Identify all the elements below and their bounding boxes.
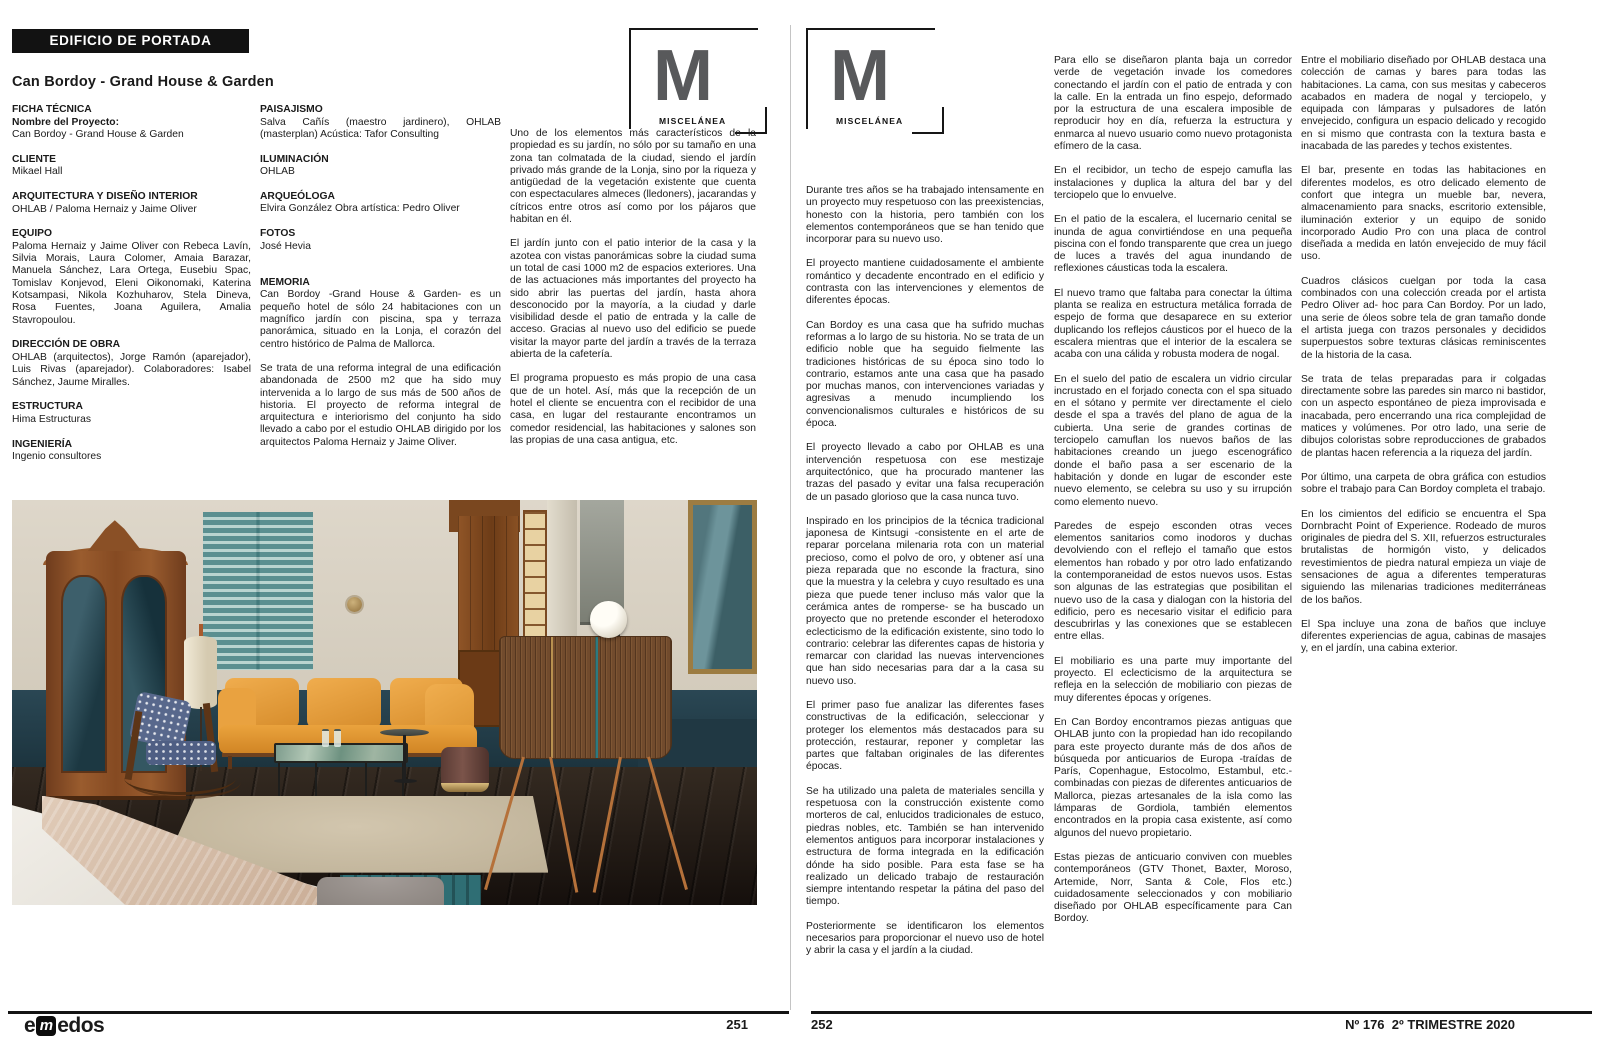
section-kicker: EDIFICIO DE PORTADA [12,29,249,53]
credit-block [260,191,501,216]
photo-table-leg [278,763,280,795]
article-title: Can Bordoy - Grand House & Garden [12,74,274,90]
credit-body: Elvira González Obra artística: Pedro Oliver [260,203,460,215]
paragraph: Durante tres años se ha trabajado intensamente en un proyecto muy respetuoso con las preexistencias, honesto con la historia, pero también con los elementos contemporáneos que se han tenido que incorporar para su nuevo uso. [806,185,1044,246]
photo-sofa-cushion [307,678,381,729]
memoria-section [260,277,501,449]
credit-heading: ESTRUCTURA [12,401,83,413]
photo-coffee-table-top [274,743,408,763]
paragraph: El primer paso fue analizar las diferentes fases constructivas de la edificación, seleccionar y proteger los elementos más destacados para su protección, restaurar, reponer y completar las partes que faltaban originales de las diferentes épocas. [806,699,1044,773]
photo-side-table-stem [403,735,406,782]
photo-table-leg [365,763,367,795]
credit-subheading: Nombre del Proyecto: [12,116,119,128]
paragraph: Estas piezas de anticuario conviven con muebles contemporáneos (GTV Thonet, Baxter, Moroso, Artemide, Norr, Santa & Cole, Flos etc.) cuidadosamente seleccionados y con mobiliario diseñado por OHLAB específicamente para Can Bordoy. [1054,851,1292,925]
photo-cabinet-legs [502,757,669,895]
miscelanea-logo [629,28,758,129]
photo-bar-cabinet [499,636,672,760]
photo-cabinet-leg [549,757,578,893]
paragraph: El proyecto mantiene cuidadosamente el ambiente romántico y decadente encontrado en el edificio y contrasta con las intervenciones y elementos de diferentes épocas. [806,258,1044,307]
credit-heading: INGENIERÍA [12,438,73,450]
footer-rule-left [8,1011,789,1014]
credit-body: Mikael Hall [12,166,63,178]
credit-block [12,339,251,388]
emedos-logo [24,1014,104,1038]
credit-block [12,439,251,464]
paragraph: Se ha utilizado una paleta de materiales sencilla y respetuosa con la construcción existente como morteros de cal, enlucidos tradicionales de estuco, piedras nobles, etc. También se han intervenido elementos antiguos para incorporar instalaciones y estructura de forma integrada en la edificación dónde ha sido posible. Para esta fase se ha realizado un delicado trabajo de restauración siempre intentando respetar la pátina del paso del tiempo. [806,785,1044,908]
paragraph: En el suelo del patio de escalera un vidrio circular incrustado en el forjado conecta con el spa situado en el sótano y permite ver directamente el cielo desde el spa a través del plano de agua de la cubierta. Una serie de grandes cortinas de terciopelo camuflan los nuevos baños de las habitaciones creando un juego escenográfico donde el baño pasa a ser escenario de la habitación y donde en lugar de esconder este nuevo elemento, se celebra su uso y su irrupción como elemento nuevo. [1054,373,1292,508]
paragraph: El nuevo tramo que faltaba para conectar la última planta se realiza en estructura metálica forrada de espejo de forma que desaparece en su exterior duplicando los reflejos cáusticos por el hueco de la escalera mientras que el interior de la escalera se acaba con una cálida y robusta modera de nogal. [1054,287,1292,361]
photo-coffee-table-legs [276,763,407,795]
right-body-column-2 [1054,55,1292,938]
credit-body: OHLAB / Paloma Hernaiz y Jaime Oliver [12,203,197,215]
photo-armoire-mirror-left [61,575,107,773]
paragraph: El mobiliario es una parte muy importante del proyecto. El eclecticismo de la arquitectura se refleja en la selección de mobiliario con piezas de muy diferentes épocas y orígenes. [1054,655,1292,704]
credit-block [260,104,501,141]
photo-bottle [322,729,329,746]
photo-rocking-chair-seat [146,741,216,765]
credit-block [12,401,251,426]
credits-column-1 [12,104,251,476]
credit-body: Ingenio consultores [12,451,102,463]
miscelanea-m-mark: M [653,36,711,116]
paragraph: Cuadros clásicos cuelgan por toda la casa combinados con una colección creada por el artista Pedro Oliver ad- hoc para Can Bordoy. Por un lado, una serie de óleos sobre tela de gran tamaño donde el artista juega con trazos personales y decididos superpuestos sobre texturas clásicas reminiscentes de la historia de la casa. [1301,275,1546,361]
page-gutter-line [790,25,791,1010]
credit-block [12,154,251,179]
credits-list [260,104,501,253]
credit-block [260,228,501,253]
miscelanea-m-mark: M [830,36,888,116]
credit-heading: ARQUITECTURA Y DISEÑO INTERIOR [12,191,198,203]
paragraph: El programa propuesto es más propio de una casa que de un hotel. Así, más que la recepción de un hotel el cliente se encuentra con el recibidor de una casa, en lugar del restaurante encontramos un comedor residencial, las habitaciones y salones son las propias de una casa antigua, etc. [510,373,756,446]
paragraph: En el patio de la escalera, el lucernario cenital se inunda de agua convirtiéndose en una pequeña piscina con el fondo transparente que crea un juego de luces a través del agua inundando de reflexiones cáusticas toda la escalera. [1054,214,1292,275]
emedos-m-badge-icon: m [36,1016,56,1036]
paragraph: El proyecto llevado a cabo por OHLAB es una intervención respetuosa con ese mestizaje arquitectónico, que ha procurado mantener las trazas del pasado y evitar una falsa recuperación de un pasado glorioso que la casa nunca tuvo. [806,442,1044,503]
photo-floor-lamp-finial [199,624,203,637]
credit-body: OHLAB [260,166,295,178]
paragraph: En los cimientos del edificio se encuentra el Spa Dornbracht Point of Experience. Rodeado de muros originales de piedra del S. XII, refuerzos estructurales brutalistas de hormigón visto, y delicados revestimientos de piedra natural empieza un viaje de sensaciones de agua a diferentes temperaturas siguiendo las milenarias tradiciones mediterráneas de los baños. [1301,508,1546,606]
paragraph: Para ello se diseñaron planta baja un corredor verde de vegetación invade los comedores conectando el jardín con el patio de entrada y con la calle. En la entrada un fino espejo, deformado por la estructura de una escalera imposible de reproducir hoy en día, refuerza la estructura y enmarca al nuevo usuario como nuevo protagonista efímero de la casa. [1054,55,1292,153]
paragraph: Posteriormente se identificaron los elementos necesarios para proporcionar el nuevo uso de hotel y abrir la casa y el jardín a la ciudad. [806,920,1044,957]
photo-wall-mirror [688,500,757,674]
credit-body: José Hevia [260,240,311,252]
photo-sphere-lamp [590,601,627,637]
paragraph: Se trata de telas preparadas para ir colgadas directamente sobre las paredes sin marco ni bastidor, con un aspecto espontáneo de pieza improvisada e inacabada, pero encerrando una rica complejidad de matices y volúmenes. Por otro lado, una serie de dibujos coloristas sobre reproducciones de grabados de plantas hacen referencia a la riqueza del jardín. [1301,373,1546,459]
paragraph: El bar, presente en todas las habitaciones en diferentes modelos, es otro delicado elemento de confort que integra un mueble bar, nevera, almacenamiento para snacks, escritorio extensible, iluminación exterior y un equipo de sonido incorporado Audio Pro con una placa de control diseñada a medida en latón envejecido de muy fácil uso. [1301,165,1546,263]
credit-body: Salva Cañís (maestro jardinero), OHLAB (masterplan) Acústica: Tafor Consulting [260,116,501,140]
paragraph: Uno de los elementos más característicos de la propiedad es su jardín, no sólo por su tamaño en una zona tan colmatada de la ciudad, siendo el jardín privado más grande de la Lonja, sino por la riqueza y antigüedad de la vegetación existente que cuenta con espectaculares almeces (lledoners), jacarandas y cítricos entre otros así como por los pájaros que habitan en él. [510,128,756,226]
photo-cabinet-gold-stripe [551,637,553,759]
logo-corner-bracket [912,107,944,134]
page-number-left: 251 [726,1017,748,1032]
paragraph: Por último, una carpeta de obra gráfica con estudios sobre el trabajo para Can Bordoy completa el trabajo. [1301,471,1546,496]
credit-body: OHLAB (arquitectos), Jorge Ramón (aparejador), Luis Rivas (aparejador). Colaboradores: Isabel Sánchez, Jaume Miralles. [12,351,251,388]
paragraph: Entre el mobiliario diseñado por OHLAB destaca una colección de camas y bares para todas las habitaciones. La cama, con sus mesitas y cabeceros acabados en madera de nogal y terciopelo, y equipada con lámparas y pulsadores de latón envejecido, configura un espacio delicado y recogido en si mismo que contrasta con la textura basta e inacabada de las paredes y techos existentes. [1301,55,1546,153]
paragraph: En el recibidor, un techo de espejo camufla las instalaciones y duplica la altura del bar y del terciopelo que lo envuelve. [1054,165,1292,201]
credit-body: Paloma Hernaiz y Jaime Oliver con Rebeca Lavín, Silvia Morais, Laura Colomer, Amaia Barazar, Manuela Sánchez, Lara Ortega, Eusebiu Spac, Tomislav Konjevod, Eleni Oikonomaki, Katerina Kotsampasi, Nikola Kozhuharov, Stela Dineva, Rosa Fuentes, Joana Aguilera, Amalia Stavropoulou. [12,240,251,326]
miscelanea-logo [806,28,935,129]
footer-rule-right [811,1011,1592,1014]
photo-cabinet-teal-stripe [592,637,602,759]
paragraph: Can Bordoy -Grand House & Garden- es un pequeño hotel de sólo 24 habitaciones con un magnífico jardín con piscina, spa y terraza panorámica, situado en la Lonja, el corazón del centro histórico de Palma de Mallorca. [260,289,501,350]
credit-body: Can Bordoy - Grand House & Garden [12,129,184,140]
photo-sofa-leg [228,756,232,768]
photo-stool [441,747,489,792]
credit-block [12,191,251,216]
memoria-heading: MEMORIA [260,276,310,288]
photo-gray-ottoman [317,877,444,905]
cover-photo [12,500,757,905]
logo-text: e [24,1014,36,1037]
paragraph: El Spa incluye una zona de baños que incluye diferentes experiencias de agua, cabinas de masajes y, en el jardín, una cabina exterior. [1301,618,1546,655]
right-body-column-1 [806,185,1044,970]
miscelanea-label: MISCELÁNEA [659,116,727,126]
paragraph: Can Bordoy es una casa que ha sufrido muchas reformas a lo largo de su historia. No se trata de un edificio noble que ha seguido fielmente las tradiciones históricas de su época sino todo lo contrario, estamos ante una casa que ha pasado por muchas manos, con intervenciones variadas y agresivas a menudo incumpliendo los convencionalismos culturales e históricos de su época. [806,319,1044,430]
credit-heading: FICHA TÉCNICA [12,104,92,115]
issue-info: Nº 176 2º TRIMESTRE 2020 [1345,1017,1515,1032]
photo-table-leg [315,763,317,795]
page-number-right: 252 [811,1017,833,1032]
paragraph: En Can Bordoy encontramos piezas antiguas que OHLAB junto con la propiedad han ido recopilando para este proyecto durante más de dos años de búsqueda por anticuarios de Europa -traídas de París, Copenhague, Estocolmo, Estambul, etc.- combinadas con piezas de diferentes anticuarios de Mallorca, piezas artesanales de la isla como las lámparas de Gordiola, también elementos encontrados en la propia casa existente, así como algunos del nuevo propietario. [1054,716,1292,839]
photo-cabinet-leg [593,757,622,893]
credits-column-2 [260,104,501,461]
paragraph: El jardín junto con el patio interior de la casa y la azotea con vistas panorámicas sobre la ciudad suma un total de casi 1000 m2 de espacios exteriores. Una de las actuaciones más importantes del proyecto ha sido abrir las puertas del jardín, hasta ahora desconocido por la mayoría, a la ciudad y darle visibilidad desde el patio de entrada y la calle de acceso. Gracias al nuevo uso del edificio se puede visitar la mayor parte del jardín a través de la terraza abierta de la cafetería. [510,238,756,361]
credit-heading: EQUIPO [12,228,53,240]
credit-block [260,154,501,179]
photo-teal-tapestry [203,512,313,670]
left-body-column [510,128,756,459]
memoria-paragraphs [260,289,501,449]
paragraph: Se trata de una reforma integral de una edificación abandonada de 2500 m2 que ha sido muy intervenida a lo largo de sus más de 500 años de historia. El proyecto de reforma integral de arquitectura e interiorismo del conjunto ha sido llevado a cabo por el estudio OHLAB dirigido por los arquitectos Paloma Hernaiz y Jaime Oliver. [260,362,501,448]
credit-block [12,228,251,327]
paragraph: Inspirado en los principios de la técnica tradicional japonesa de Kintsugi -consistente en el arte de reparar porcelana milenaria rota con un material precioso, como el polvo de oro, y obtener así una pieza reparada que no esconde la fractura, sino que la muestra y la celebra y cuyo resultado es una pieza que puede tener incluso más valor que la cerámica antes de romperse- se ha buscado un proyecto que no pretende esconder el heterodoxo eclecticismo de la edificación existente, sino todo lo contrario: celebrar las diferentes capas de historia y remarcar con claridad las nuevas intervenciones que han sido necesarias para dar a la casa su nuevo uso. [806,515,1044,687]
miscelanea-label: MISCELÁNEA [836,116,904,126]
credit-heading: FOTOS [260,228,296,240]
paragraph: Paredes de espejo esconden otras veces elementos sanitarios como inodoros y duchas devolviendo con el reflejo el tamaño que estos elementos han robado y por otro lado enfatizando la contemporaneidad de estos nuevos usos. Estas son algunas de las estrategias que posibilitan el nuevo uso de la casa y dialogan con la historia del edificio, pero es necesario visitar el edificio para descubrirlas y las conexiones que se establecen entre ellas. [1054,520,1292,643]
photo-stool-brass-band [441,783,489,792]
credit-heading: ILUMINACIÓN [260,153,329,165]
credit-heading: ARQUEÓLOGA [260,190,335,202]
credit-heading: PAISAJISMO [260,104,323,115]
credit-heading: DIRECCIÓN DE OBRA [12,339,121,351]
photo-bottle [334,729,341,746]
photo-floor-lamp-shade [184,636,217,709]
logo-text: edos [57,1014,105,1037]
right-body-column-3 [1301,55,1546,668]
credit-heading: CLIENTE [12,153,57,165]
credit-block [12,104,251,141]
credit-body: Hima Estructuras [12,413,91,425]
